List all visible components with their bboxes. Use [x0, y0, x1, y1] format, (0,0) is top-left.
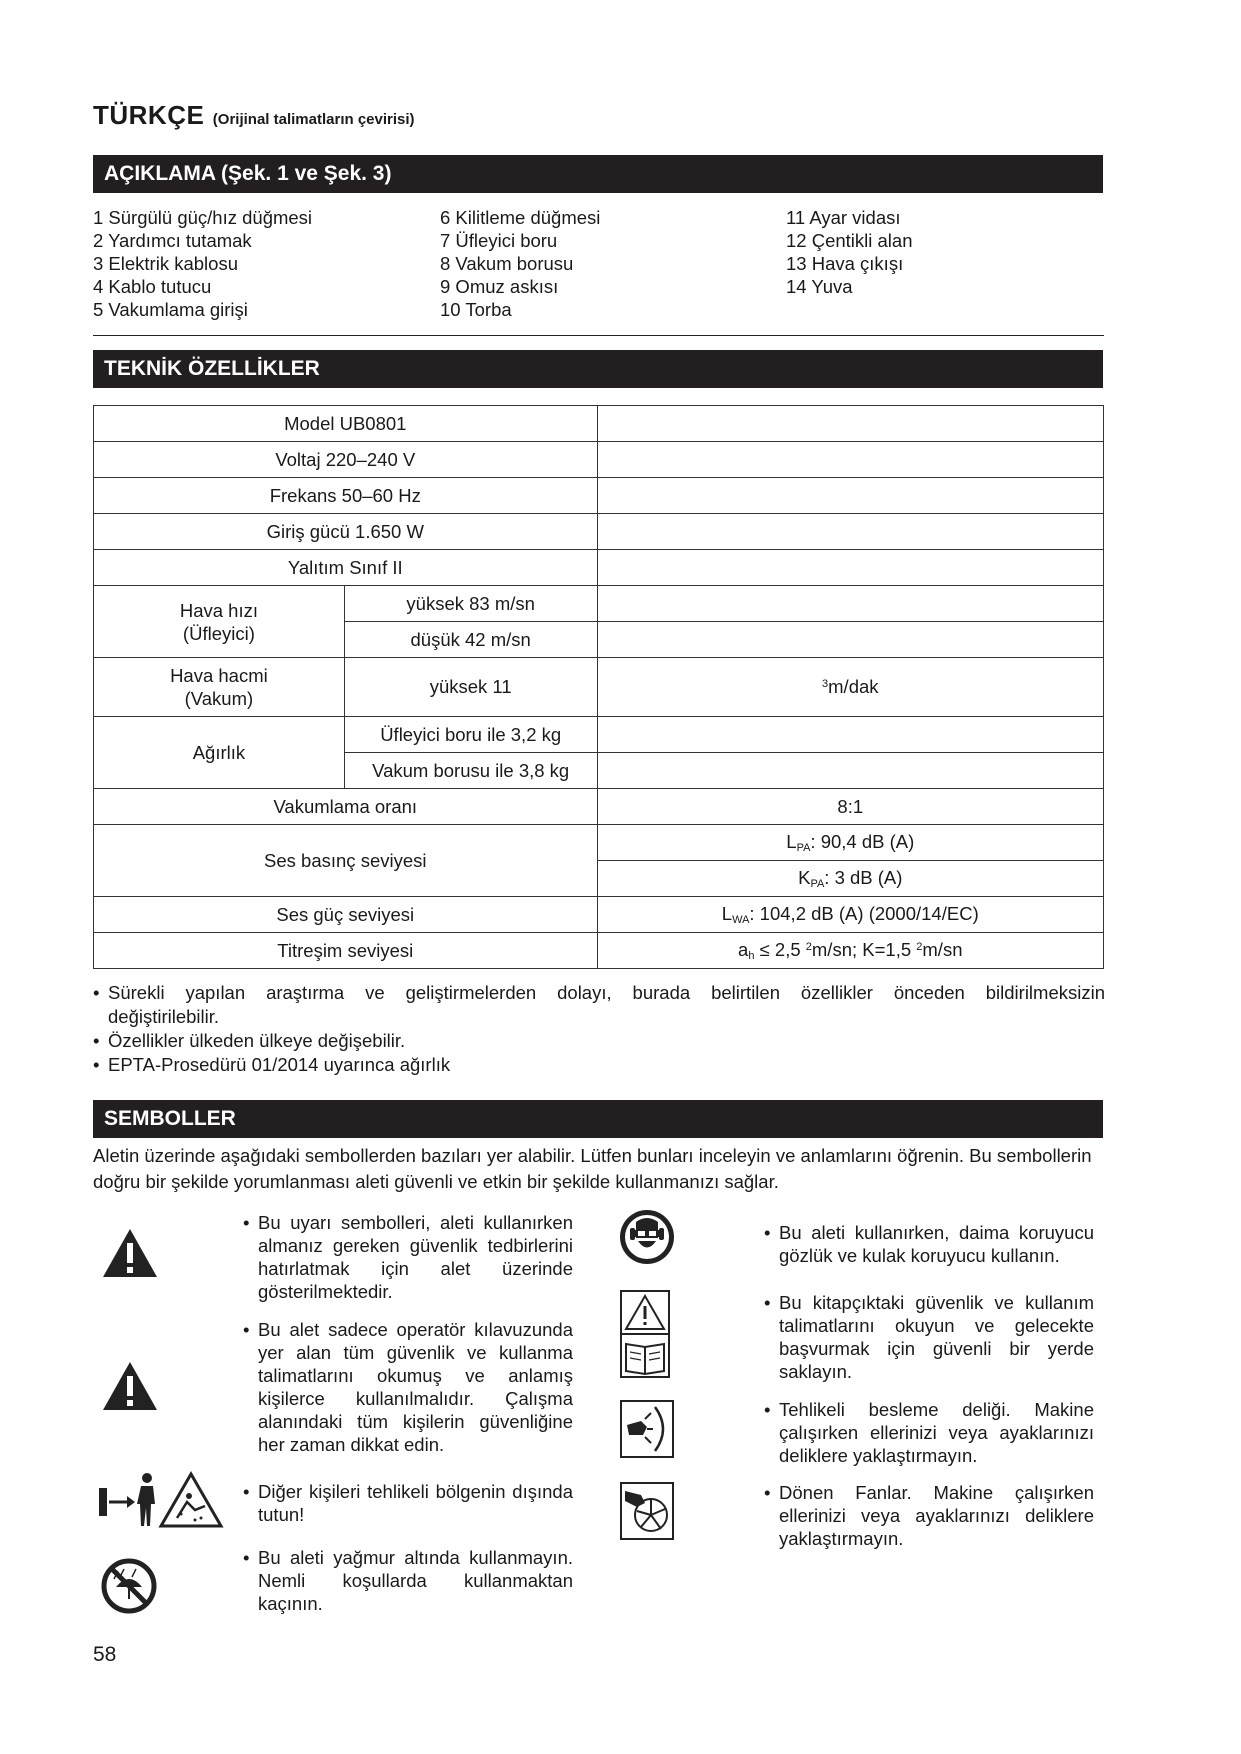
- spec-air-speed-label: [94, 586, 345, 658]
- vib-letter: a: [738, 939, 749, 960]
- warning-triangle-icon: [101, 1360, 159, 1412]
- table-row: [94, 825, 1104, 861]
- vib-subscript: h: [748, 950, 755, 962]
- part-item: 9 Omuz askısı: [440, 276, 559, 297]
- part-item: 6 Kilitleme düğmesi: [440, 207, 601, 228]
- description-heading: AÇIKLAMA (Şek. 1 ve Şek. 3): [93, 155, 1103, 193]
- specs-heading: TEKNİK ÖZELLİKLER: [93, 350, 1103, 388]
- symbol-text-bystanders: [243, 1480, 573, 1526]
- vib-superscript: 2: [916, 941, 923, 953]
- lwa-subscript: WA: [732, 914, 750, 926]
- table-row: [94, 897, 1104, 933]
- symbol-desc: • Bu alet sadece operatör kılavuzunda yer alan tüm güvenlik ve kullanma talimatlarını okumuş ve anlamış kişilerce kullanılmalıdır. Çalışma alanındaki tüm kişilerin güvenliğine her zaman dikkat edin.: [243, 1318, 573, 1456]
- spec-sound-pressure-label: Ses basınç seviyesi: [94, 825, 598, 897]
- symbol-desc: • Bu kitapçıktaki güvenlik ve kullanım talimatlarını okuyun ve gelecekte başvurmak için güvenli bir yerde saklayın.: [764, 1291, 1094, 1383]
- symbols-heading: SEMBOLLER: [93, 1100, 1103, 1138]
- spec-notes: [93, 981, 1105, 1077]
- spec-air-volume-label: [94, 658, 345, 717]
- table-row: [94, 789, 1104, 825]
- spec-weight-blower: Üfleyici boru ile 3,2 kg: [344, 717, 597, 753]
- spec-air-volume-unit: [597, 658, 1103, 717]
- eye-ear-protection-icon: [618, 1208, 676, 1266]
- spec-sound-power-label: Ses güç seviyesi: [94, 897, 598, 933]
- empty-cell: [597, 514, 1103, 550]
- spec-mulching-ratio-value: 8:1: [597, 789, 1103, 825]
- spec-model: Model UB0801: [94, 406, 598, 442]
- spec-mulching-ratio-label: Vakumlama oranı: [94, 789, 598, 825]
- symbol-text-manual: [243, 1318, 573, 1456]
- spec-lwa: [597, 897, 1103, 933]
- part-item: 5 Vakumlama girişi: [93, 299, 248, 320]
- spec-air-speed-high: yüksek 83 m/sn: [344, 586, 597, 622]
- vib-part: m/sn: [922, 939, 963, 960]
- part-item: 10 Torba: [440, 299, 512, 320]
- symbol-desc: • Diğer kişileri tehlikeli bölgenin dışında tutun!: [243, 1480, 573, 1526]
- spec-vibration-label: Titreşim seviyesi: [94, 933, 598, 969]
- dangerous-inlet-icon: [619, 1399, 675, 1459]
- specs-table: [93, 405, 1104, 969]
- table-row: [94, 658, 1104, 717]
- spec-weight-label: Ağırlık: [94, 717, 345, 789]
- lpa-letter: L: [786, 831, 797, 852]
- parts-list-col1: [93, 206, 312, 321]
- parts-list-col2: [440, 206, 600, 321]
- note-item: [93, 981, 1105, 1029]
- air-speed-label-text: Hava hızı (Üfleyici): [179, 599, 258, 644]
- table-row: [94, 406, 1104, 442]
- symbol-text-read-manual: [764, 1291, 1094, 1383]
- empty-cell: [597, 478, 1103, 514]
- symbol-text-inlet: [764, 1398, 1094, 1467]
- table-row: [94, 514, 1104, 550]
- spec-kpa: [597, 861, 1103, 897]
- language-subtitle: (Orijinal talimatların çevirisi): [212, 111, 415, 128]
- spec-voltage: Voltaj 220–240 V: [94, 442, 598, 478]
- table-row: [94, 478, 1104, 514]
- spec-weight-vacuum: Vakum borusu ile 3,8 kg: [344, 753, 597, 789]
- part-item: 12 Çentikli alan: [786, 230, 913, 251]
- symbol-text-rain: [243, 1546, 573, 1615]
- lwa-value: : 104,2 dB (A) (2000/14/EC): [749, 903, 979, 924]
- part-item: 8 Vakum borusu: [440, 253, 574, 274]
- note-line: • Sürekli yapılan araştırma ve geliştirmelerden dolayı, burada belirtilen özellikler önceden bildirilmeksizin: [108, 982, 1105, 1003]
- vib-superscript: 2: [805, 941, 812, 953]
- empty-cell: [597, 717, 1103, 753]
- part-item: 7 Üfleyici boru: [440, 230, 558, 251]
- symbol-text-warning: [243, 1211, 573, 1303]
- note-line: değiştirilebilir.: [108, 1006, 220, 1027]
- part-item: 1 Sürgülü güç/hız düğmesi: [93, 207, 313, 228]
- spec-insulation: Yalıtım Sınıf II: [94, 550, 598, 586]
- spec-lpa: [597, 825, 1103, 861]
- keep-bystanders-away-icon: [97, 1470, 225, 1530]
- empty-cell: [597, 406, 1103, 442]
- part-item: 4 Kablo tutucu: [93, 276, 212, 297]
- spec-air-volume-high: yüksek 11: [344, 658, 597, 717]
- empty-cell: [597, 622, 1103, 658]
- language-title: TÜRKÇE: [93, 100, 205, 130]
- table-row: [94, 933, 1104, 969]
- symbol-desc: • Dönen Fanlar. Makine çalışırken ellerinizi veya ayaklarınızı deliklere yaklaştırmayın.: [764, 1481, 1094, 1550]
- symbols-intro: Aletin üzerinde aşağıdaki sembollerden bazıları yer alabilir. Lütfen bunları inceleyin ve anlamlarını öğrenin. Bu sembollerin doğru bir şekilde yorumlanması aleti güvenli ve etkin bir şekilde kullanmanızı sağlar.: [93, 1145, 1092, 1192]
- unit-superscript: 3: [822, 678, 829, 690]
- no-rain-icon: [100, 1557, 158, 1615]
- symbol-text-protection: [764, 1221, 1094, 1267]
- table-row: [94, 586, 1104, 622]
- kpa-letter: K: [798, 867, 811, 888]
- part-item: 2 Yardımcı tutamak: [93, 230, 252, 251]
- parts-list-col3: [786, 206, 913, 298]
- page-header: [93, 100, 415, 131]
- part-item: 3 Elektrik kablosu: [93, 253, 238, 274]
- spec-air-speed-low: düşük 42 m/sn: [344, 622, 597, 658]
- symbol-desc: • Tehlikeli besleme deliği. Makine çalışırken ellerinizi veya ayaklarınızı deliklere yaklaştırmayın.: [764, 1398, 1094, 1467]
- unit-text: m/dak: [828, 676, 879, 697]
- symbol-text-fan: [764, 1481, 1094, 1550]
- table-row: [94, 442, 1104, 478]
- lwa-letter: L: [721, 903, 733, 924]
- kpa-value: : 3 dB (A): [824, 867, 903, 888]
- page-number: 58: [93, 1643, 117, 1666]
- table-row: [94, 717, 1104, 753]
- read-manual-icon: [619, 1289, 671, 1379]
- empty-cell: [597, 550, 1103, 586]
- symbol-desc: • Bu aleti kullanırken, daima koruyucu gözlük ve kulak koruyucu kullanın.: [764, 1221, 1094, 1267]
- warning-triangle-icon: [101, 1227, 159, 1279]
- spec-vibration-value: [597, 933, 1103, 969]
- air-volume-label-text: Hava hacmi (Vakum): [170, 665, 268, 709]
- empty-cell: [597, 442, 1103, 478]
- table-row: [94, 550, 1104, 586]
- vib-part: ≤ 2,5: [754, 939, 806, 960]
- spec-frequency: Frekans 50–60 Hz: [94, 478, 598, 514]
- part-item: 11 Ayar vidası: [786, 207, 901, 228]
- symbol-desc: • Bu aleti yağmur altında kullanmayın. Nemli koşullarda kullanmaktan kaçının.: [243, 1546, 573, 1615]
- kpa-subscript: PA: [810, 878, 825, 890]
- lpa-subscript: PA: [796, 842, 811, 854]
- symbol-desc: • Bu uyarı sembolleri, aleti kullanırken almanız gereken güvenlik tedbirlerini hatırlatmak için alet üzerinde gösterilmektedir.: [243, 1211, 573, 1303]
- part-item: 13 Hava çıkışı: [786, 253, 904, 274]
- rotating-fan-icon: [619, 1481, 675, 1541]
- vib-part: m/sn; K=1,5: [811, 939, 917, 960]
- note-item: • Özellikler ülkeden ülkeye değişebilir.: [93, 1029, 1105, 1053]
- spec-input-power: Giriş gücü 1.650 W: [94, 514, 598, 550]
- part-item: 14 Yuva: [786, 276, 853, 297]
- empty-cell: [597, 753, 1103, 789]
- lpa-value: : 90,4 dB (A): [810, 831, 915, 852]
- divider: [93, 335, 1104, 336]
- empty-cell: [597, 586, 1103, 622]
- note-item: • EPTA-Prosedürü 01/2014 uyarınca ağırlık: [93, 1053, 1105, 1077]
